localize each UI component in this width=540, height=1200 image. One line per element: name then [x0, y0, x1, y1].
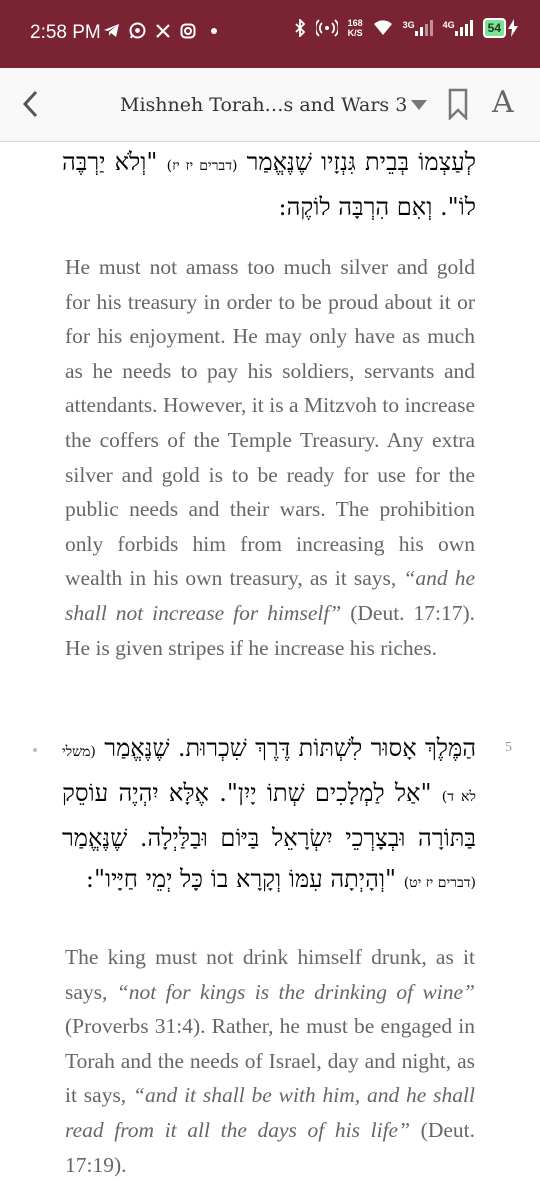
net-type-3g: 3G: [402, 20, 415, 30]
hebrew-text: "אַל לַמְלָכִים שְׁתוֹ יָיִן". אֶלָּא יִהְיֶה עוֹסֵק בַּתּוֹרָה וּבְצָרְכֵי יִשְׂרָאֵל בַּיּוֹם וּבַלַּיְלָה. שֶׁנֶּאֱמַר: [62, 779, 476, 852]
translation-quote: “not for kings is the drinking of wine”: [116, 979, 476, 1004]
hebrew-citation: (דברים יז יט): [403, 875, 476, 891]
translation-text: (Deut. 17:17). He is given stripes if he increase his riches.: [65, 600, 475, 660]
hebrew-citation: (משלי לא ד): [62, 744, 476, 805]
hebrew-citation: (דברים יז יז): [166, 158, 238, 174]
wifi-icon: [373, 20, 393, 36]
network-speed: [348, 18, 363, 38]
reader-content: [0, 142, 540, 1200]
status-time: 2:58 PM: [30, 22, 101, 43]
hotspot-icon: [316, 19, 338, 37]
english-translation-segment-4: [65, 250, 475, 665]
signal-3g-icon: [415, 20, 433, 36]
network-speed-value: 168: [347, 18, 363, 28]
translation-quote: “and it shall be with him, and he shall read from it all the days of his life”: [65, 1083, 475, 1142]
status-bar: [0, 0, 540, 68]
battery-level: 54: [483, 18, 506, 38]
segment-marker-dot: [33, 748, 37, 752]
chevron-down-icon[interactable]: [411, 100, 427, 110]
battery-indicator: [483, 18, 518, 38]
net-type-4g: 4G: [442, 20, 455, 30]
hebrew-text: "וְהָיְתָה עִמּוֹ וְקָרָא בוֹ כָּל יְמֵי חַיָּיו":: [85, 865, 397, 893]
translation-text: The king must not drink himself drunk, as it says,: [65, 945, 475, 1004]
hebrew-text-segment-5: [62, 728, 476, 904]
whatsapp-icon: [129, 22, 146, 39]
translation-text: (Proverbs 31:4). Rather, he must be engaged in Torah and the needs of Israel, day and night, as it says,: [65, 1014, 475, 1108]
charging-icon: [508, 19, 518, 37]
translation-text: (Deut. 17:19).: [65, 1117, 476, 1177]
hebrew-text: לְעַצְמוֹ בְּבֵית גִּנְזָיו שֶׁנֶּאֱמַר: [246, 148, 476, 176]
font-settings-button[interactable]: A: [492, 85, 514, 120]
hebrew-text: הַמֶּלֶךְ אָסוּר לִשְׁתּוֹת דֶּרֶךְ שִׁכְרוּת. שֶׁנֶּאֱמַר: [104, 734, 477, 762]
hebrew-text-segment-4: [62, 142, 476, 228]
bookmark-icon[interactable]: [447, 88, 469, 120]
telegram-icon: [103, 23, 120, 38]
hebrew-text: "וְלֹא יַרְבֶּה לוֹ". וְאִם הִרְבָּה לוֹקֶה:: [62, 148, 476, 221]
translation-text: He must not amass too much silver and gold for his treasury in order to be proud about it or for his enjoyment. He may only have as much as he needs to pay his soldiers, servants and attendants. However, it is a Mitzvoh to increase the coffers of the Temple Treasury. Any extra silver and gold is to be ready for use for the public needs and their wars. The prohibition only forbids him from increasing his own wealth in his own treasury, as it says,: [65, 255, 475, 591]
signal-4g-icon: [455, 20, 473, 36]
translation-quote: “and he shall not increase for himself”: [65, 566, 476, 625]
notification-icons: [103, 22, 217, 39]
back-icon[interactable]: [20, 89, 42, 119]
bluetooth-icon: [294, 19, 306, 37]
x-icon: [155, 23, 171, 39]
instagram-icon: [180, 23, 196, 39]
status-right-icons: [294, 18, 518, 38]
app-bar: [0, 68, 540, 142]
network-speed-unit: K/S: [347, 28, 363, 38]
more-notifications-dot: [211, 28, 217, 34]
segment-number: 5: [505, 740, 512, 755]
book-title-button[interactable]: Mishneh Torah…s and Wars 3: [120, 94, 408, 116]
english-translation-segment-5: [65, 940, 475, 1182]
